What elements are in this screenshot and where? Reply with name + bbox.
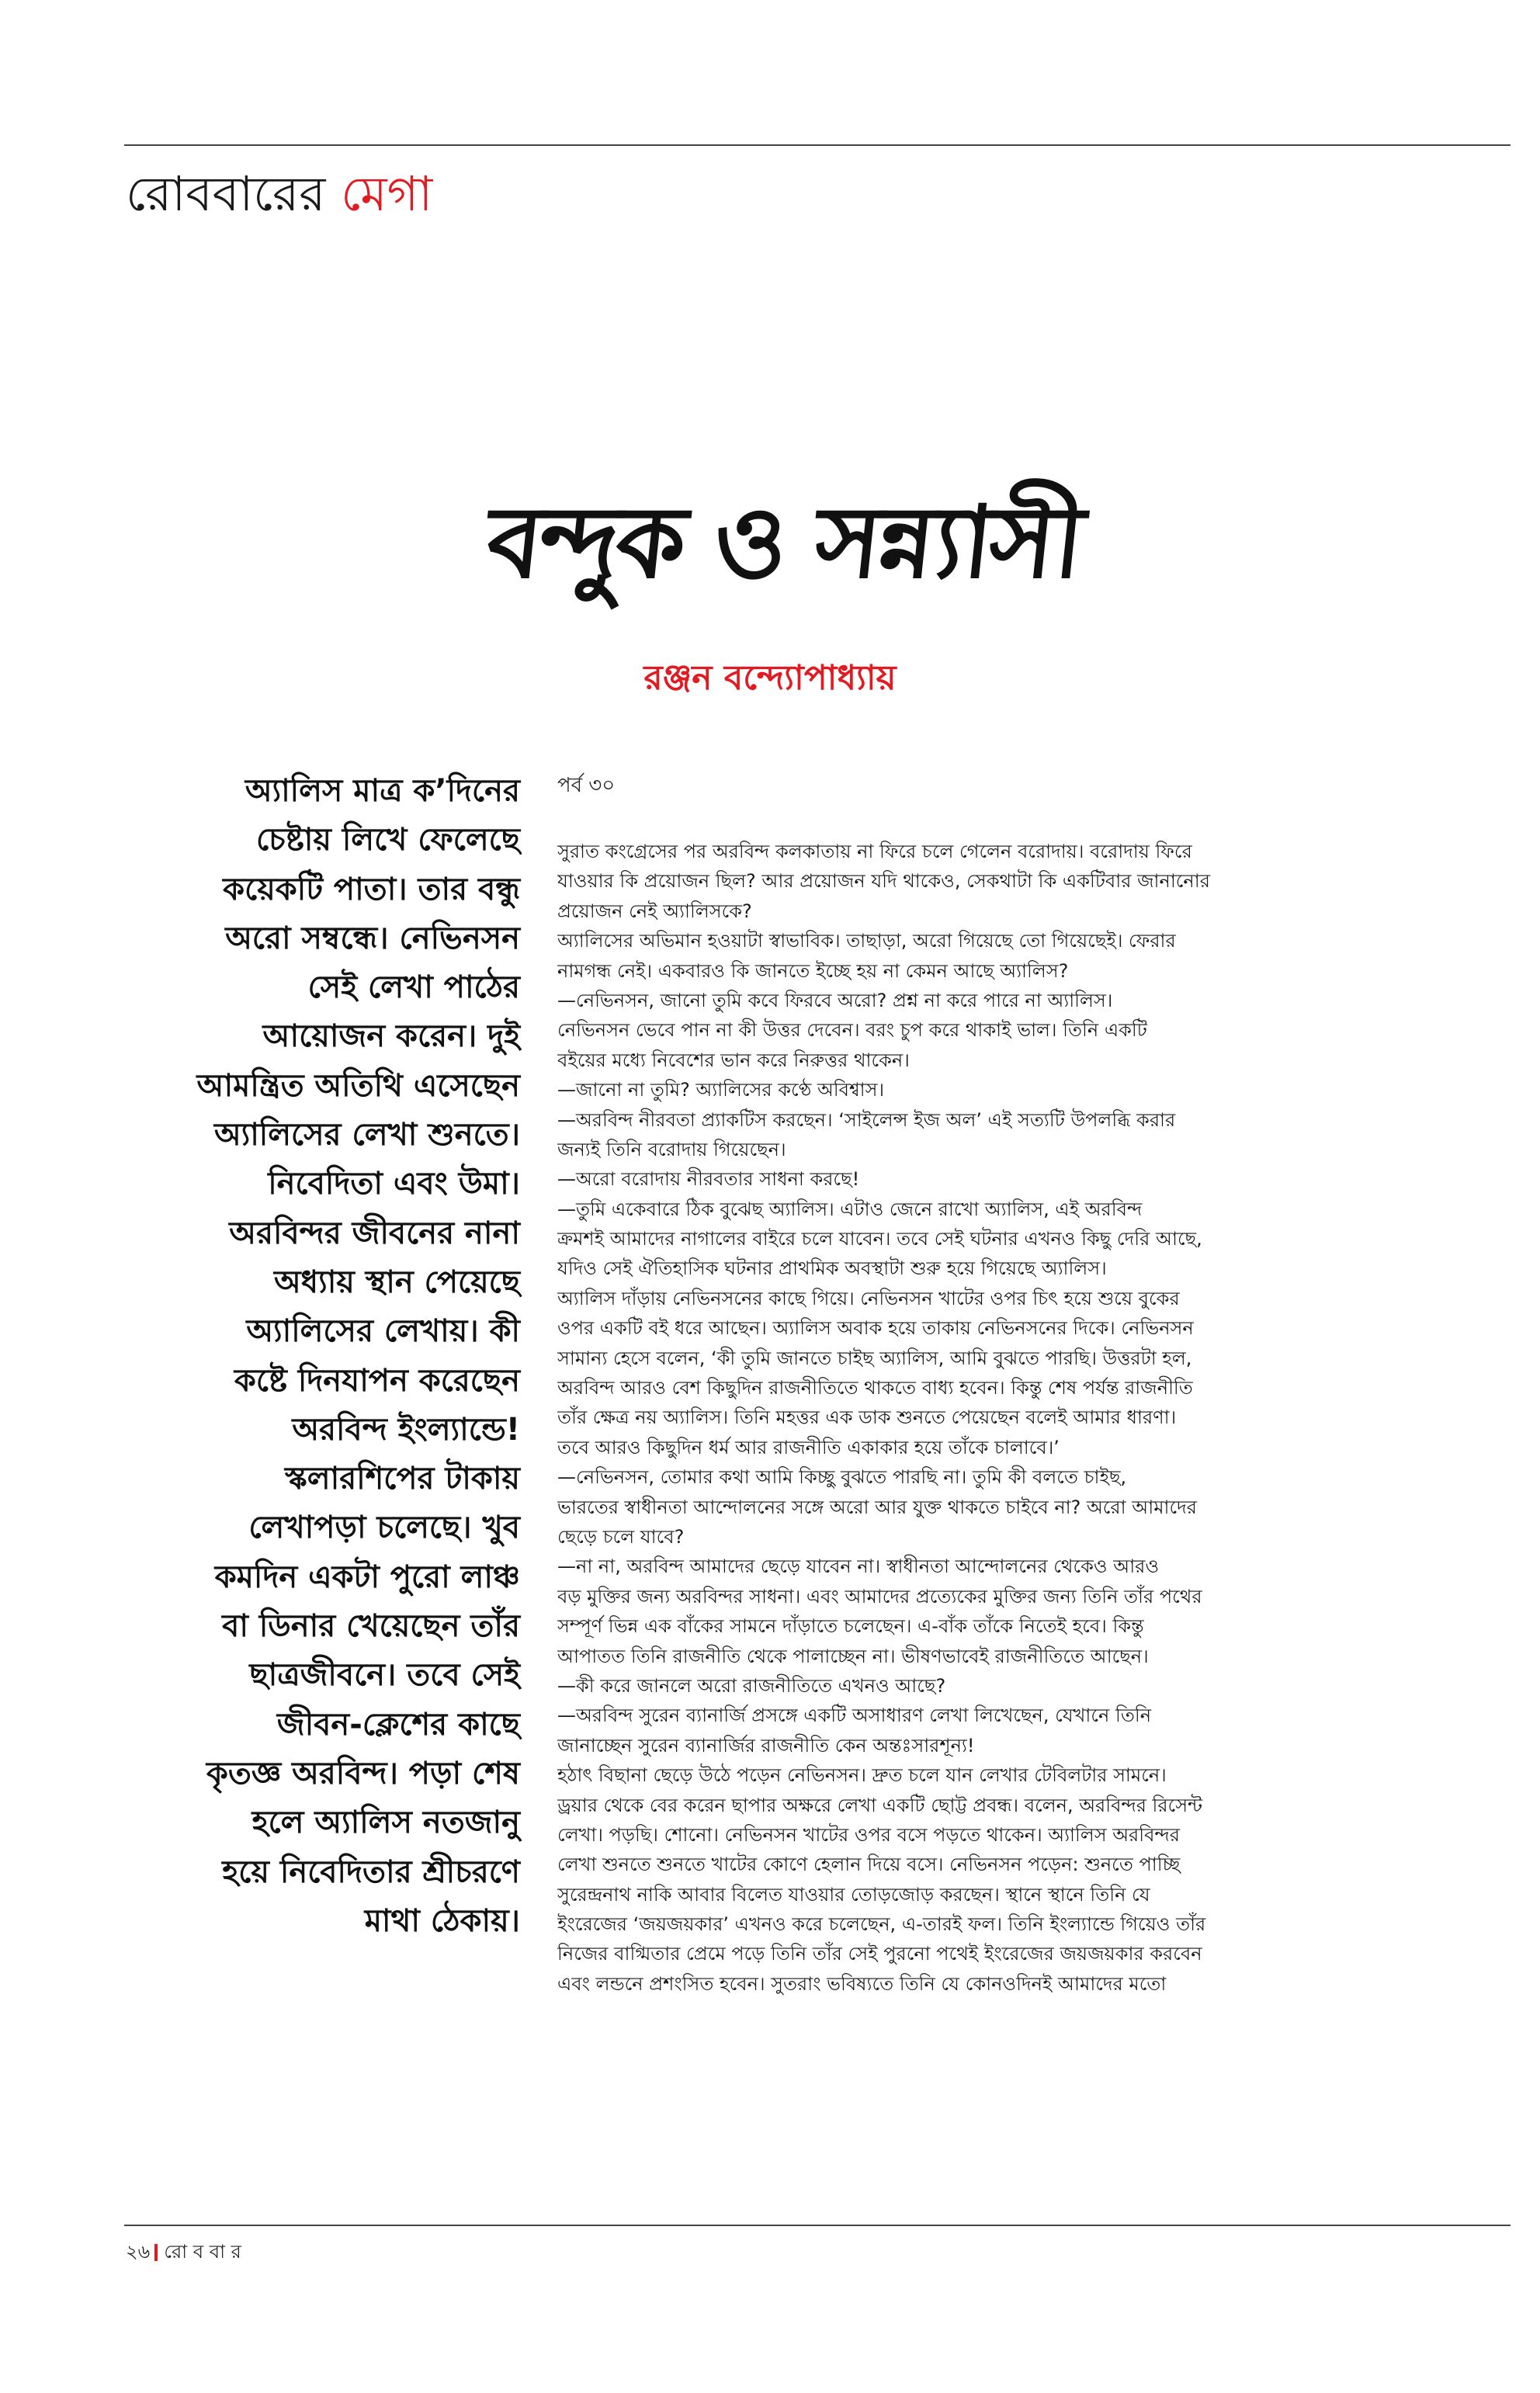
pull-quote-line: জীবন-ক্লেশের কাছে xyxy=(276,1706,520,1743)
pull-quote-line: কয়েকটি পাতা। তার বন্ধু xyxy=(223,871,520,907)
pull-quote-line: অধ্যায় স্থান পেয়েছে xyxy=(274,1264,520,1300)
footer-separator xyxy=(154,2244,158,2261)
body-line: —নেভিনসন, জানো তুমি কবে ফিরবে অরো? প্রশ্ন না করে পারে না অ্যালিস। xyxy=(557,989,1113,1011)
pull-quote xyxy=(140,767,520,1946)
pull-quote-line: অ্যালিসের লেখায়। কী xyxy=(246,1313,520,1350)
body-line: তাঁর ক্ষেত্র নয় অ্যালিস। তিনি মহত্তর এক ডাক শুনতে পেয়েছেন বলেই আমার ধারণা। xyxy=(557,1406,1177,1429)
body-line: তবে আরও কিছুদিন ধর্ম আর রাজনীতি একাকার হয়ে তাঁকে চালাবে।’ xyxy=(557,1436,1060,1458)
page-number: ২৬ xyxy=(126,2241,151,2263)
body-line: সুরাত কংগ্রেসের পর অরবিন্দ কলকাতায় না ফিরে চলে গেলেন বরোদায়। বরোদায় ফিরে xyxy=(557,841,1192,862)
body-line: —নেভিনসন, তোমার কথা আমি কিচ্ছু বুঝতে পারছি না। তুমি কী বলতে চাইছ, xyxy=(557,1466,1127,1489)
body-line: যদিও সেই ঐতিহাসিক ঘটনার প্রাথমিক অবস্থাটা শুরু হয়ে গিয়েছে অ্যালিস। xyxy=(557,1257,1107,1280)
section-label: রোববারের xyxy=(126,165,326,222)
bottom-rule xyxy=(124,2225,1511,2226)
pull-quote-line: লেখাপড়া চলেছে। খুব xyxy=(248,1510,520,1546)
body-line: ড্রয়ার থেকে বের করেন ছাপার অক্ষরে লেখা একটি ছোট্ট প্রবন্ধ। বলেন, অরবিন্দর রিসেন্ট xyxy=(557,1794,1202,1816)
body-line: যাওয়ার কি প্রয়োজন ছিল? আর প্রয়োজন যদি থাকেও, সেকথাটা কি একটিবার জানানোর xyxy=(557,870,1210,893)
pull-quote-line: অ্যালিস মাত্র ক’দিনের xyxy=(245,773,520,809)
body-line: —জানো না তুমি? অ্যালিসের কণ্ঠে অবিশ্বাস। xyxy=(557,1079,885,1101)
body-line: নামগন্ধ নেই। একবারও কি জানতে ইচ্ছে হয় না কেমন আছে অ্যালিস? xyxy=(557,959,1069,982)
body-line: সামান্য হেসে বলেন, ‘কী তুমি জানতে চাইছ অ্যালিস, আমি বুঝতে পারছি। উত্তরটা হল, xyxy=(557,1347,1192,1369)
body-line: ইংরেজের ‘জয়জয়কার’ এখনও করে চলেছেন, এ-তারই ফল। তিনি ইংল্যান্ডে গিয়েও তাঁর xyxy=(557,1913,1206,1936)
publication-name: রো ব বা র xyxy=(164,2241,241,2263)
page-footer xyxy=(126,2239,241,2265)
body-line: অ্যালিসের অভিমান হওয়াটা স্বাভাবিক। তাছাড়া, অরো গিয়েছে তো গিয়েছেই। ফেরার xyxy=(557,930,1176,952)
body-line: লেখা। পড়ছি। শোনো। নেভিনসন খাটের ওপর বসে পড়তে থাকেন। অ্যালিস অরবিন্দর xyxy=(557,1823,1180,1846)
section-accent-label: মেগা xyxy=(341,165,433,222)
body-line: ছেড়ে চলে যাবে? xyxy=(557,1525,685,1548)
pull-quote-line: অরবিন্দর জীবনের নানা xyxy=(229,1215,520,1251)
pull-quote-line: অ্যালিসের লেখা শুনতে। xyxy=(213,1117,520,1153)
pull-quote-line: অরো সম্বন্ধে। নেভিনসন xyxy=(225,920,520,956)
pull-quote-line: বা ডিনার খেয়েছেন তাঁর xyxy=(222,1608,520,1645)
body-line: জানাচ্ছেন সুরেন ব্যানার্জির রাজনীতি কেন অন্তঃসারশূন্য! xyxy=(557,1734,975,1757)
body-line: সম্পূর্ণ ভিন্ন এক বাঁকের সামনে দাঁড়াতে চলেছেন। এ-বাঁক তাঁকে নিতেই হবে। কিন্তু xyxy=(557,1615,1144,1638)
pull-quote-line: কমদিন একটা পুরো লাঞ্চ xyxy=(214,1559,520,1595)
pull-quote-line: হলে অ্যালিস নতজানু xyxy=(251,1805,520,1841)
body-line: নিজের বাগ্মিতার প্রেমে পড়ে তিনি তাঁর সেই পুরনো পথেই ইংরেজের জয়জয়কার করবেন xyxy=(557,1943,1202,1965)
pull-quote-line: ছাত্রজীবনে। তবে সেই xyxy=(249,1657,520,1694)
body-line: অরবিন্দ আরও বেশ কিছুদিন রাজনীতিতে থাকতে বাধ্য হবেন। কিন্তু শেষ পর্যন্ত রাজনীতি xyxy=(557,1377,1193,1399)
article-body xyxy=(557,837,1388,1999)
body-line: ভারতের স্বাধীনতা আন্দোলনের সঙ্গে অরো আর যুক্ত থাকতে চাইবে না? অরো আমাদের xyxy=(557,1496,1197,1518)
body-line: এবং লন্ডনে প্রশংসিত হবেন। সুতরাং ভবিষ্যতে তিনি যে কোনওদিনই আমাদের মতো xyxy=(557,1972,1167,1995)
section-header xyxy=(126,163,432,225)
pull-quote-line: স্কলারশিপের টাকায় xyxy=(284,1461,520,1497)
body-line: —না না, অরবিন্দ আমাদের ছেড়ে যাবেন না। স্বাধীনতা আন্দোলনের থেকেও আরও xyxy=(557,1555,1160,1578)
body-line: লেখা শুনতে শুনতে খাটের কোণে হেলান দিয়ে বসে। নেভিনসন পড়েন: শুনতে পাচ্ছি xyxy=(557,1854,1181,1876)
author-byline: রঞ্জন বন্দ্যোপাধ্যায় xyxy=(643,658,897,698)
episode-label: পর্ব ৩০ xyxy=(557,774,616,797)
pull-quote-line: সেই লেখা পাঠের xyxy=(307,969,520,1006)
body-line: —অরবিন্দ সুরেন ব্যানার্জি প্রসঙ্গে একটি অসাধারণ লেখা লিখেছেন, যেখানে তিনি xyxy=(557,1705,1152,1727)
body-line: আপাতত তিনি রাজনীতি থেকে পালাচ্ছেন না। ভীষণভাবেই রাজনীতিতে আছেন। xyxy=(557,1645,1149,1667)
body-line: ক্রমশই আমাদের নাগালের বাইরে চলে যাবেন। তবে সেই ঘটনার এখনও কিছু দেরি আছে, xyxy=(557,1228,1202,1250)
body-line: প্রয়োজন নেই অ্যালিসকে? xyxy=(557,900,752,922)
pull-quote-line: অরবিন্দ ইংল্যান্ডে! xyxy=(292,1411,520,1448)
pull-quote-line: নিবেদিতা এবং উমা। xyxy=(268,1166,520,1202)
body-line: —অরবিন্দ নীরবতা প্র্যাকটিস করছেন। ‘সাইলেন্স ইজ অল’ এই সত্যটি উপলব্ধি করার xyxy=(557,1108,1176,1131)
pull-quote-line: কষ্টে দিনযাপন করেছেন xyxy=(234,1362,520,1399)
pull-quote-line: কৃতজ্ঞ অরবিন্দ। পড়া শেষ xyxy=(206,1755,520,1791)
story-title: বন্দুক ও সন্ন্যাসী xyxy=(481,485,1087,601)
body-line: বইয়ের মধ্যে নিবেশের ভান করে নিরুত্তর থাকেন। xyxy=(557,1049,910,1071)
body-line: সুরেন্দ্রনাথ নাকি আবার বিলেত যাওয়ার তোড়জোড় করছেন। স্থানে স্থানে তিনি যে xyxy=(557,1883,1150,1906)
body-line: বড় মুক্তির জন্য অরবিন্দর সাধনা। এবং আমাদের প্রত্যেকের মুক্তির জন্য তিনি তাঁর পথের xyxy=(557,1585,1202,1607)
body-line: ওপর একটি বই ধরে আছেন। অ্যালিস অবাক হয়ে তাকায় নেভিনসনের দিকে। নেভিনসন xyxy=(557,1317,1194,1340)
body-line: হঠাৎ বিছানা ছেড়ে উঠে পড়েন নেভিনসন। দ্রুত চলে যান লেখার টেবিলটার সামনে। xyxy=(557,1764,1167,1787)
pull-quote-line: আয়োজন করেন। দুই xyxy=(262,1018,520,1055)
body-line: জন্যই তিনি বরোদায় গিয়েছেন। xyxy=(557,1138,786,1160)
body-line: অ্যালিস দাঁড়ায় নেভিনসনের কাছে গিয়ে। নেভিনসন খাটের ওপর চিৎ হয়ে শুয়ে বুকের xyxy=(557,1287,1180,1309)
pull-quote-line: হয়ে নিবেদিতার শ্রীচরণে xyxy=(222,1854,520,1890)
body-line: —তুমি একেবারে ঠিক বুঝেছ অ্যালিস। এটাও জেনে রাখো অ্যালিস, এই অরবিন্দ xyxy=(557,1198,1143,1220)
pull-quote-line: চেষ্টায় লিখে ফেলেছে xyxy=(255,822,520,858)
pull-quote-line: মাথা ঠেকায়। xyxy=(364,1902,520,1939)
top-rule xyxy=(124,144,1511,146)
body-line: —অরো বরোদায় নীরবতার সাধনা করছে! xyxy=(557,1168,860,1191)
pull-quote-line: আমন্ত্রিত অতিথি এসেছেন xyxy=(196,1067,520,1104)
body-line: —কী করে জানলে অরো রাজনীতিতে এখনও আছে? xyxy=(557,1674,946,1697)
body-line: নেভিনসন ভেবে পান না কী উত্তর দেবেন। বরং চুপ করে থাকাই ভাল। তিনি একটি xyxy=(557,1019,1147,1042)
